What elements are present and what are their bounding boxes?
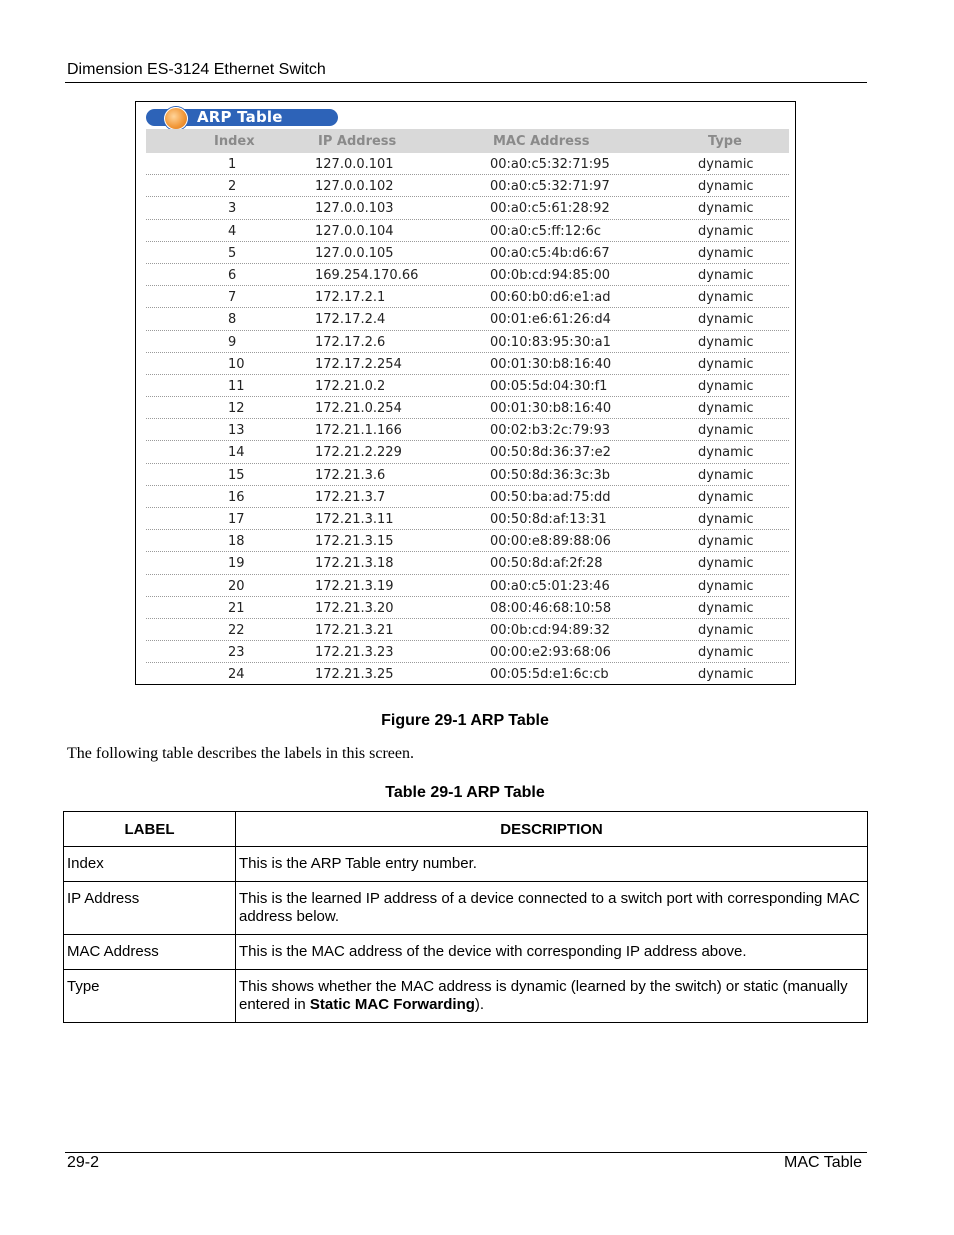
arp-table-row <box>146 197 789 219</box>
cell-mac-address: 00:02:b3:2c:79:93 <box>490 423 611 439</box>
arp-table-row <box>146 375 789 397</box>
cell-index: 20 <box>228 578 245 594</box>
cell-ip-address: 172.21.3.15 <box>315 534 394 550</box>
row-description: This is the learned IP address of a device connected to a switch port with corresponding MAC address below. <box>236 882 868 935</box>
cell-type: dynamic <box>698 534 754 550</box>
arp-table-row <box>146 397 789 419</box>
cell-type: dynamic <box>698 312 754 328</box>
cell-type: dynamic <box>698 600 754 616</box>
cell-ip-address: 127.0.0.101 <box>315 157 394 172</box>
description-column-header: DESCRIPTION <box>236 812 868 847</box>
cell-type: dynamic <box>698 401 754 417</box>
cell-ip-address: 172.17.2.1 <box>315 290 386 306</box>
cell-ip-address: 172.21.3.11 <box>315 512 394 527</box>
cell-index: 2 <box>228 179 237 195</box>
cell-type: dynamic <box>698 667 754 683</box>
cell-type: dynamic <box>698 157 754 172</box>
cell-mac-address: 00:0b:cd:94:89:32 <box>490 622 610 638</box>
cell-index: 10 <box>228 356 245 372</box>
table-caption: Table 29-1 ARP Table <box>385 784 545 801</box>
column-header-index: Index <box>214 134 255 149</box>
cell-ip-address: 127.0.0.102 <box>315 179 394 195</box>
cell-mac-address: 00:a0:c5:4b:d6:67 <box>490 245 610 261</box>
cell-mac-address: 00:00:e2:93:68:06 <box>490 645 611 661</box>
arp-table-row <box>146 641 789 663</box>
row-label: Index <box>64 847 236 882</box>
cell-index: 22 <box>228 622 245 638</box>
cell-index: 18 <box>228 534 245 550</box>
cell-type: dynamic <box>698 201 754 217</box>
cell-mac-address: 00:01:e6:61:26:d4 <box>490 312 611 328</box>
cell-ip-address: 172.17.2.254 <box>315 356 402 372</box>
arp-table-row <box>146 331 789 353</box>
column-header-mac-address: MAC Address <box>493 134 590 149</box>
cell-index: 4 <box>228 223 237 239</box>
cell-ip-address: 172.21.1.166 <box>315 423 402 439</box>
cell-type: dynamic <box>698 334 754 350</box>
footer-section-title: MAC Table <box>784 1154 862 1171</box>
arp-table-screenshot <box>135 101 796 685</box>
cell-mac-address: 00:a0:c5:01:23:46 <box>490 578 610 594</box>
row-label: Type <box>64 970 236 1023</box>
cell-type: dynamic <box>698 556 754 572</box>
label-column-header: LABEL <box>64 812 236 847</box>
cell-index: 14 <box>228 445 245 461</box>
cell-type: dynamic <box>698 179 754 195</box>
arp-table-row <box>146 575 789 597</box>
cell-index: 12 <box>228 401 245 417</box>
arp-table-row <box>146 663 789 685</box>
cell-ip-address: 172.21.3.21 <box>315 622 394 638</box>
arp-table-row <box>146 552 789 574</box>
header-rule <box>65 82 867 83</box>
cell-mac-address: 00:a0:c5:61:28:92 <box>490 201 610 217</box>
cell-type: dynamic <box>698 445 754 461</box>
arp-table-row <box>146 619 789 641</box>
static-mac-forwarding-term: Static MAC Forwarding <box>309 996 475 1013</box>
cell-ip-address: 172.17.2.6 <box>315 334 386 350</box>
arp-table-banner-title: ARP Table <box>197 108 283 126</box>
cell-ip-address: 172.21.0.254 <box>315 401 402 417</box>
cell-index: 19 <box>228 556 245 572</box>
arp-table-row <box>146 264 789 286</box>
cell-index: 1 <box>228 157 237 172</box>
cell-index: 7 <box>228 290 237 306</box>
cell-type: dynamic <box>698 245 754 261</box>
cell-mac-address: 00:50:ba:ad:75:dd <box>490 489 611 505</box>
cell-type: dynamic <box>698 467 754 483</box>
arp-table-row <box>146 508 789 530</box>
cell-index: 8 <box>228 312 237 328</box>
cell-index: 13 <box>228 423 245 439</box>
column-header-type: Type <box>708 134 742 149</box>
cell-index: 5 <box>228 245 237 261</box>
table-row <box>64 882 868 935</box>
cell-ip-address: 172.21.3.19 <box>315 578 394 594</box>
cell-ip-address: 172.21.3.20 <box>315 600 394 616</box>
cell-ip-address: 172.21.3.23 <box>315 645 394 661</box>
cell-mac-address: 00:50:8d:af:13:31 <box>490 512 607 527</box>
cell-type: dynamic <box>698 423 754 439</box>
cell-index: 3 <box>228 201 237 217</box>
cell-mac-address: 08:00:46:68:10:58 <box>490 600 612 616</box>
cell-ip-address: 127.0.0.104 <box>315 223 394 239</box>
row-label: IP Address <box>64 882 236 935</box>
row-label: MAC Address <box>64 935 236 970</box>
cell-ip-address: 172.21.0.2 <box>315 378 386 394</box>
cell-index: 15 <box>228 467 245 483</box>
cell-mac-address: 00:00:e8:89:88:06 <box>490 534 611 550</box>
arp-table-row <box>146 220 789 242</box>
arp-table-row <box>146 464 789 486</box>
arp-table-row <box>146 486 789 508</box>
orange-circle-icon <box>164 107 188 130</box>
cell-type: dynamic <box>698 290 754 306</box>
table-row <box>64 847 868 882</box>
cell-type: dynamic <box>698 267 754 283</box>
page-number: 29-2 <box>67 1154 100 1171</box>
cell-mac-address: 00:10:83:95:30:a1 <box>490 334 611 350</box>
description-text: This shows whether the MAC address is dynamic (learned by the switch) or static (manually entered in <box>239 978 848 1013</box>
cell-type: dynamic <box>698 378 754 394</box>
description-text-end: ). <box>474 996 485 1013</box>
cell-index: 16 <box>228 489 245 505</box>
cell-index: 6 <box>228 267 237 283</box>
arp-table-row <box>146 175 789 197</box>
cell-index: 17 <box>228 512 245 527</box>
cell-type: dynamic <box>698 356 754 372</box>
cell-ip-address: 172.21.3.25 <box>315 667 394 683</box>
arp-table-row <box>146 530 789 552</box>
cell-index: 11 <box>228 378 245 394</box>
row-description: This is the ARP Table entry number. <box>236 847 868 882</box>
column-header-ip-address: IP Address <box>318 134 397 149</box>
arp-table-row <box>146 353 789 375</box>
cell-type: dynamic <box>698 223 754 239</box>
cell-mac-address: 00:60:b0:d6:e1:ad <box>490 290 611 306</box>
cell-mac-address: 00:50:8d:36:37:e2 <box>490 445 611 461</box>
cell-mac-address: 00:a0:c5:32:71:97 <box>490 179 610 195</box>
arp-table-row <box>146 242 789 264</box>
cell-mac-address: 00:50:8d:36:3c:3b <box>490 467 610 483</box>
cell-ip-address: 172.17.2.4 <box>315 312 386 328</box>
footer-rule <box>65 1152 867 1153</box>
cell-ip-address: 172.21.3.18 <box>315 556 394 572</box>
cell-index: 21 <box>228 600 245 616</box>
cell-mac-address: 00:50:8d:af:2f:28 <box>490 556 603 572</box>
arp-table-row <box>146 597 789 619</box>
row-description <box>236 970 868 1023</box>
cell-index: 23 <box>228 645 245 661</box>
cell-mac-address: 00:05:5d:e1:6c:cb <box>490 667 609 683</box>
intro-paragraph: The following table describes the labels in this screen. <box>67 745 415 762</box>
row-description: This is the MAC address of the device with corresponding IP address above. <box>236 935 868 970</box>
arp-table-row <box>146 441 789 463</box>
cell-ip-address: 172.21.3.7 <box>315 489 386 505</box>
cell-index: 9 <box>228 334 237 350</box>
table-header-row <box>64 812 868 847</box>
cell-mac-address: 00:a0:c5:32:71:95 <box>490 157 610 172</box>
cell-ip-address: 169.254.170.66 <box>315 267 419 283</box>
cell-type: dynamic <box>698 622 754 638</box>
cell-index: 24 <box>228 667 245 683</box>
cell-mac-address: 00:01:30:b8:16:40 <box>490 356 612 372</box>
arp-table-body <box>146 153 789 685</box>
cell-ip-address: 172.21.2.229 <box>315 445 402 461</box>
document-header-title: Dimension ES-3124 Ethernet Switch <box>67 61 326 78</box>
cell-type: dynamic <box>698 578 754 594</box>
cell-type: dynamic <box>698 645 754 661</box>
cell-mac-address: 00:0b:cd:94:85:00 <box>490 267 610 283</box>
cell-mac-address: 00:a0:c5:ff:12:6c <box>490 223 602 239</box>
cell-ip-address: 127.0.0.103 <box>315 201 394 217</box>
figure-caption: Figure 29-1 ARP Table <box>381 712 549 729</box>
cell-type: dynamic <box>698 489 754 505</box>
table-row <box>64 970 868 1023</box>
cell-mac-address: 00:01:30:b8:16:40 <box>490 401 612 417</box>
arp-table-row <box>146 153 789 175</box>
cell-type: dynamic <box>698 512 754 527</box>
cell-ip-address: 172.21.3.6 <box>315 467 386 483</box>
label-description-table <box>63 811 868 1023</box>
cell-mac-address: 00:05:5d:04:30:f1 <box>490 378 608 394</box>
arp-table-row <box>146 419 789 441</box>
table-row <box>64 935 868 970</box>
arp-table-row <box>146 286 789 308</box>
cell-ip-address: 127.0.0.105 <box>315 245 394 261</box>
arp-table-row <box>146 308 789 330</box>
arp-table-header-row <box>146 129 789 153</box>
